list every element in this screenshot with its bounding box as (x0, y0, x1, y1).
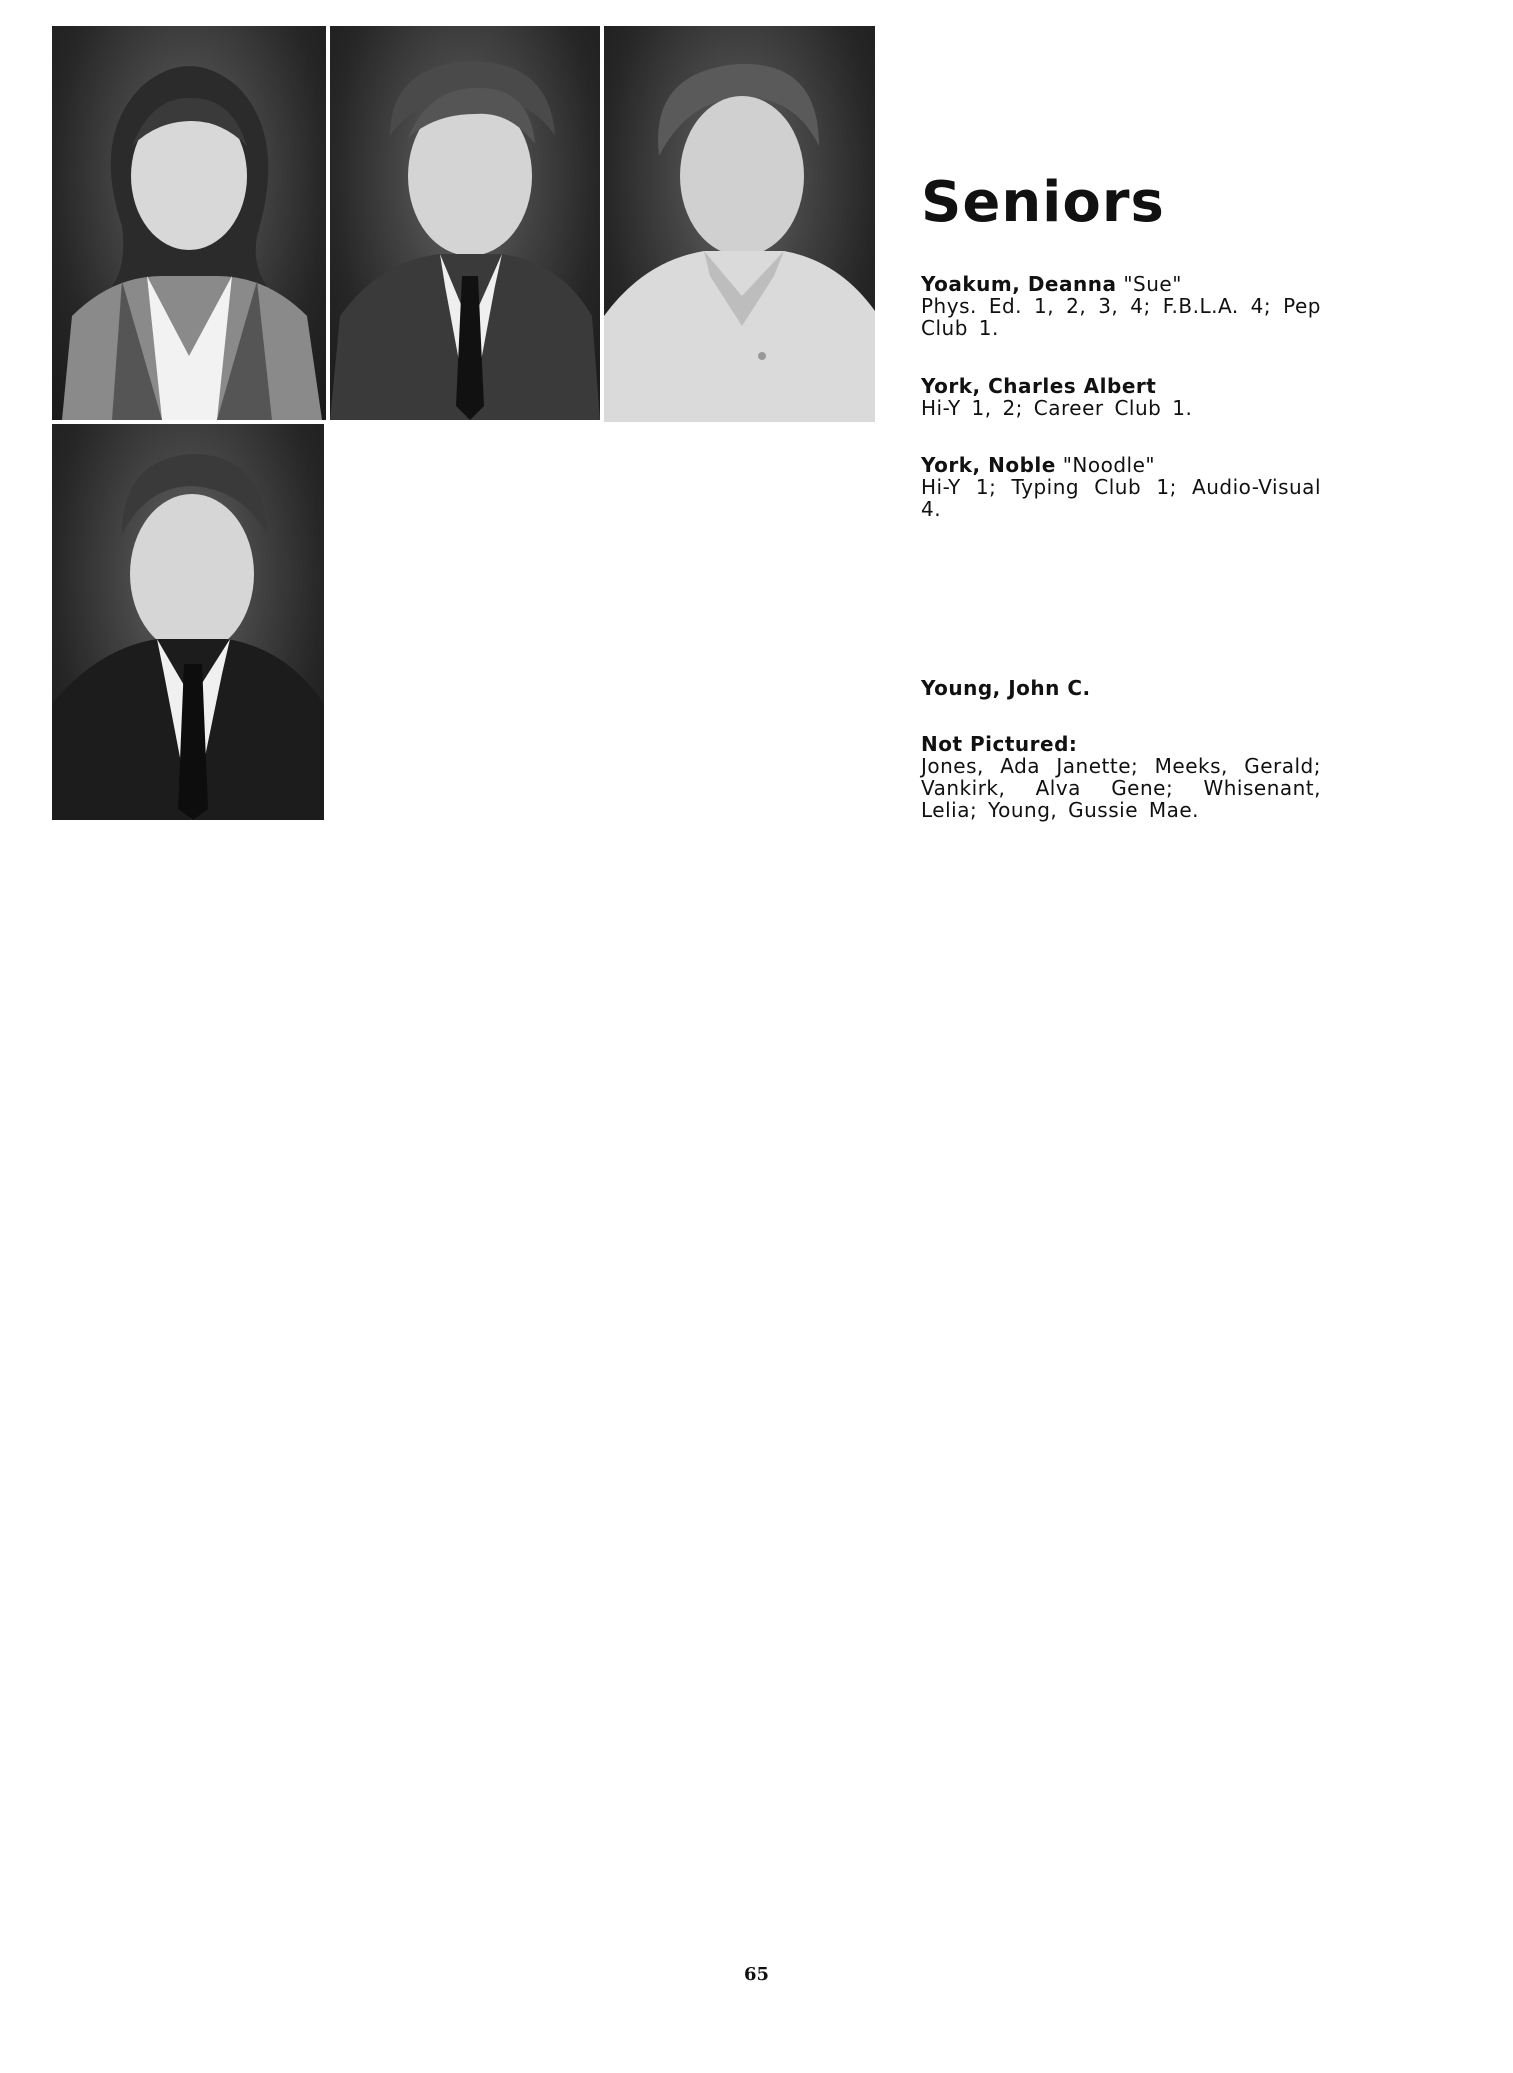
senior-name: Yoakum, Deanna (921, 272, 1117, 296)
senior-name: Young, John C. (921, 676, 1091, 700)
senior-nickname: "Noodle" (1062, 453, 1156, 477)
senior-activities: Hi-Y 1; Typing Club 1; Audio-Visual 4. (921, 475, 1321, 521)
senior-entry-yoakum-deanna (921, 273, 1321, 339)
senior-entry-york-noble (921, 454, 1321, 520)
senior-entry-young-john-c (921, 677, 1321, 699)
portrait-photo-york-noble (604, 26, 875, 422)
portrait-photo-yoakum-deanna (52, 26, 326, 420)
not-pictured-section (921, 733, 1321, 821)
not-pictured-names: Jones, Ada Janette; Meeks, Gerald; Vankirk, Alva Gene; Whisenant, Lelia; Young, Gussie Mae. (921, 754, 1321, 822)
senior-activities: Hi-Y 1, 2; Career Club 1. (921, 396, 1193, 420)
page-title: Seniors (921, 170, 1165, 235)
page-number: 65 (743, 1964, 770, 1985)
portrait-photo-young-john-c (52, 424, 324, 820)
senior-name: York, Charles Albert (921, 374, 1157, 398)
senior-entry-york-charles-albert (921, 375, 1321, 419)
senior-name: York, Noble (921, 453, 1056, 477)
senior-nickname: "Sue" (1123, 272, 1182, 296)
not-pictured-label: Not Pictured: (921, 732, 1078, 756)
senior-activities: Phys. Ed. 1, 2, 3, 4; F.B.L.A. 4; Pep Club 1. (921, 294, 1321, 340)
portrait-photo-york-charles-albert (330, 26, 600, 420)
